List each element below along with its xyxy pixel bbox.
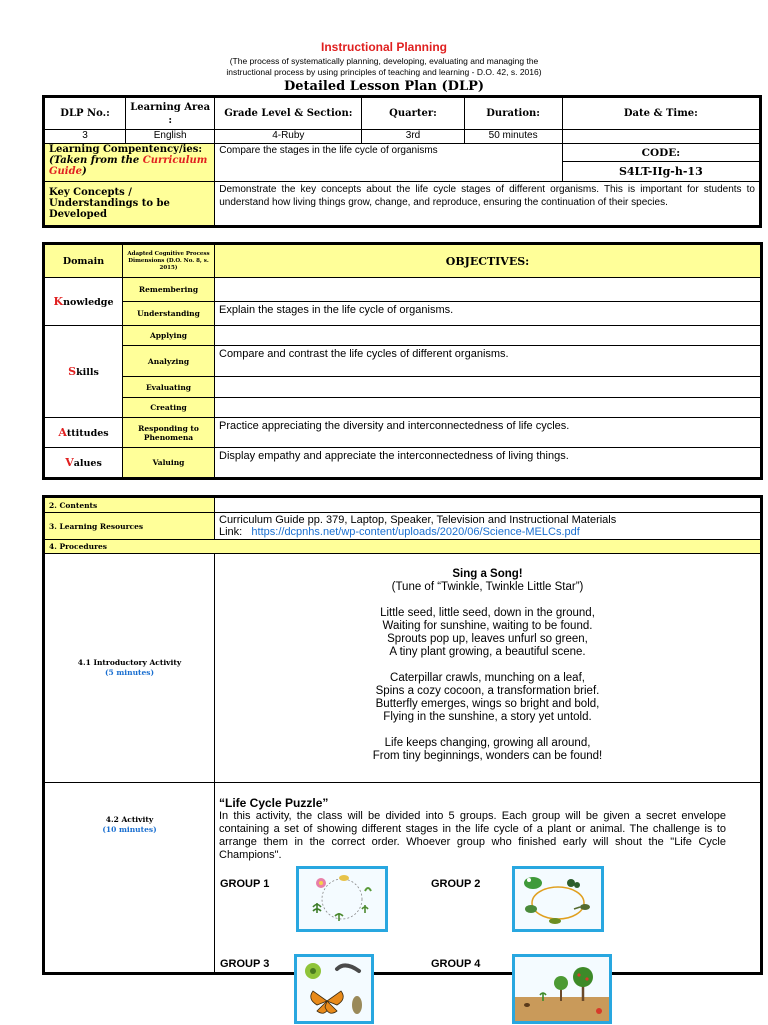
attitudes-rest: ttitudes (66, 428, 109, 439)
dim-applying: Applying (123, 326, 215, 346)
key-concepts-label: Key Concepts / Understandings to be Developed (45, 182, 215, 226)
key-concepts-text: Demonstrate the key concepts about the life cycle stages of different organisms. This is important for students to understand how living things grow, change, and reproduce, ensuring the continuation of their species. (215, 182, 760, 226)
butterfly-cycle-icon (297, 957, 371, 1021)
competency-text: Compare the stages in the life cycle of organisms (215, 144, 562, 182)
subtitle-line-1: (The process of systematically planning, developing, evaluating and managing the (229, 56, 539, 66)
frog-cycle-icon (515, 869, 601, 929)
dim-responding: Responding to Phenomena (123, 418, 215, 448)
song-title: Sing a Song! (452, 568, 523, 580)
values-rest: alues (73, 458, 102, 469)
dim-valuing: Valuing (123, 448, 215, 478)
curriculum-guide-text: Curriculum Guide (49, 155, 208, 177)
objective-applying (215, 326, 761, 346)
intro-activity-label (45, 554, 215, 783)
resources-link-line (219, 526, 756, 538)
activity-text: In this activity, the class will be divided into 5 groups. Each group will be given a secret envelope containing a set of showing different stages in the life cycle of a plant or animal. The challenge is to arrange them in the correct order. Whoever group who finished early will shout the "Life Cycle Champions". (219, 810, 726, 861)
song-line: Spins a cozy cocoon, a transformation brief. (375, 685, 600, 697)
competency-source (49, 155, 210, 177)
dim-remembering: Remembering (123, 278, 215, 302)
competency-label (45, 144, 215, 182)
group-1-label: GROUP 1 (220, 878, 270, 890)
objective-remembering (215, 278, 761, 302)
grade-header: Grade Level & Section: (215, 98, 362, 130)
lesson-info-table (44, 97, 760, 226)
group-3-label: GROUP 3 (220, 958, 270, 970)
tree-life-cycle-image (512, 954, 612, 1024)
code-value: S4LT-IIg-h-13 (562, 162, 759, 182)
dim-creating: Creating (123, 398, 215, 418)
resources-cell (215, 513, 761, 540)
resources-label: 3. Learning Resources (45, 513, 215, 540)
subtitle-line-2: instructional process by using principles of teaching and learning - D.O. 42, s. 2016) (226, 67, 542, 77)
skills-initial: S (68, 365, 77, 378)
song-line: Waiting for sunshine, waiting to be found. (382, 620, 593, 632)
values-initial: V (65, 456, 74, 469)
link-label: Link: (219, 526, 243, 538)
grade-value: 4-Ruby (215, 130, 362, 144)
objective-valuing: Display empathy and appreciate the interconnectedness of living things. (215, 448, 761, 478)
quarter-value: 3rd (362, 130, 464, 144)
quarter-header: Quarter: (362, 98, 464, 130)
procedures-label: 4. Procedures (45, 540, 761, 554)
group-2-label: GROUP 2 (431, 878, 481, 890)
intro-activity-time: (5 minutes) (104, 668, 155, 677)
domain-skills (45, 326, 123, 418)
song-line: Life keeps changing, growing all around, (384, 737, 591, 749)
competency-source-suffix: ) (81, 166, 87, 177)
dlp-no-header: DLP No.: (45, 98, 126, 130)
activity-time: (10 minutes) (102, 825, 157, 834)
domain-values (45, 448, 123, 478)
dim-understanding: Understanding (123, 302, 215, 326)
objective-understanding: Explain the stages in the life cycle of organisms. (215, 302, 761, 326)
procedures-table (44, 497, 761, 973)
objective-evaluating (215, 377, 761, 398)
song-line: Sprouts pop up, leaves unfurl so green, (387, 633, 588, 645)
domain-header: Domain (45, 245, 123, 278)
code-label: CODE: (562, 144, 759, 162)
dlp-no-value: 3 (45, 130, 126, 144)
knowledge-initial: K (53, 295, 64, 308)
activity-title-label: 4.2 Activity (105, 815, 154, 824)
plant-life-cycle-image (296, 866, 388, 932)
dim-evaluating: Evaluating (123, 377, 215, 398)
domain-knowledge (45, 278, 123, 326)
resources-link[interactable]: https://dcpnhs.net/wp-content/uploads/2020/06/Science-MELCs.pdf (251, 526, 580, 538)
datetime-header: Date & Time: (562, 98, 759, 130)
resources-text: Curriculum Guide pp. 379, Laptop, Speaker, Television and Instructional Materials (219, 514, 617, 526)
activity-label (45, 783, 215, 973)
datetime-value (562, 130, 759, 144)
activity-title: “Life Cycle Puzzle” (219, 796, 329, 810)
learning-area-header: Learning Area : (126, 98, 215, 130)
plant-cycle-icon (299, 869, 385, 929)
song-cell (215, 554, 761, 783)
objectives-table (44, 244, 761, 478)
knowledge-rest: nowledge (63, 297, 114, 308)
duration-header: Duration: (464, 98, 562, 130)
song-line: From tiny beginnings, wonders can be found! (372, 750, 603, 762)
butterfly-life-cycle-image (294, 954, 374, 1024)
contents-value (215, 498, 761, 513)
dim-analyzing: Analyzing (123, 346, 215, 377)
dimensions-header: Adapted Cognitive Process Dimensions (D.O. No. 8, s. 2015) (123, 245, 215, 278)
domain-attitudes (45, 418, 123, 448)
group-4-label: GROUP 4 (431, 958, 481, 970)
contents-label: 2. Contents (45, 498, 215, 513)
song-line: A tiny plant growing, a beautiful scene. (389, 646, 586, 658)
competency-source-prefix: (Taken from the (49, 155, 143, 166)
song-tune: (Tune of “Twinkle, Twinkle Little Star”) (391, 581, 584, 593)
objective-responding: Practice appreciating the diversity and interconnectedness of life cycles. (215, 418, 761, 448)
learning-area-value: English (126, 130, 215, 144)
objectives-header: OBJECTIVES: (215, 245, 761, 278)
frog-life-cycle-image (512, 866, 604, 932)
duration-value: 50 minutes (464, 130, 562, 144)
intro-activity-title: 4.1 Introductory Activity (77, 658, 182, 667)
skills-rest: kills (76, 367, 99, 378)
tree-cycle-icon (515, 957, 609, 1021)
document-title: Detailed Lesson Plan (DLP) (283, 79, 485, 94)
competency-label-line: Learning Compentency/ies: (49, 144, 203, 155)
song-line: Flying in the sunshine, a story yet untold. (383, 711, 592, 723)
song-line: Little seed, little seed, down in the ground, (380, 607, 595, 619)
attitudes-initial: A (58, 426, 67, 439)
page-heading: Instructional Planning (320, 40, 447, 54)
objective-analyzing: Compare and contrast the life cycles of different organisms. (215, 346, 761, 377)
song-line: Caterpillar crawls, munching on a leaf, (390, 672, 585, 684)
objective-creating (215, 398, 761, 418)
song-line: Butterfly emerges, wings so bright and bold, (375, 698, 600, 710)
